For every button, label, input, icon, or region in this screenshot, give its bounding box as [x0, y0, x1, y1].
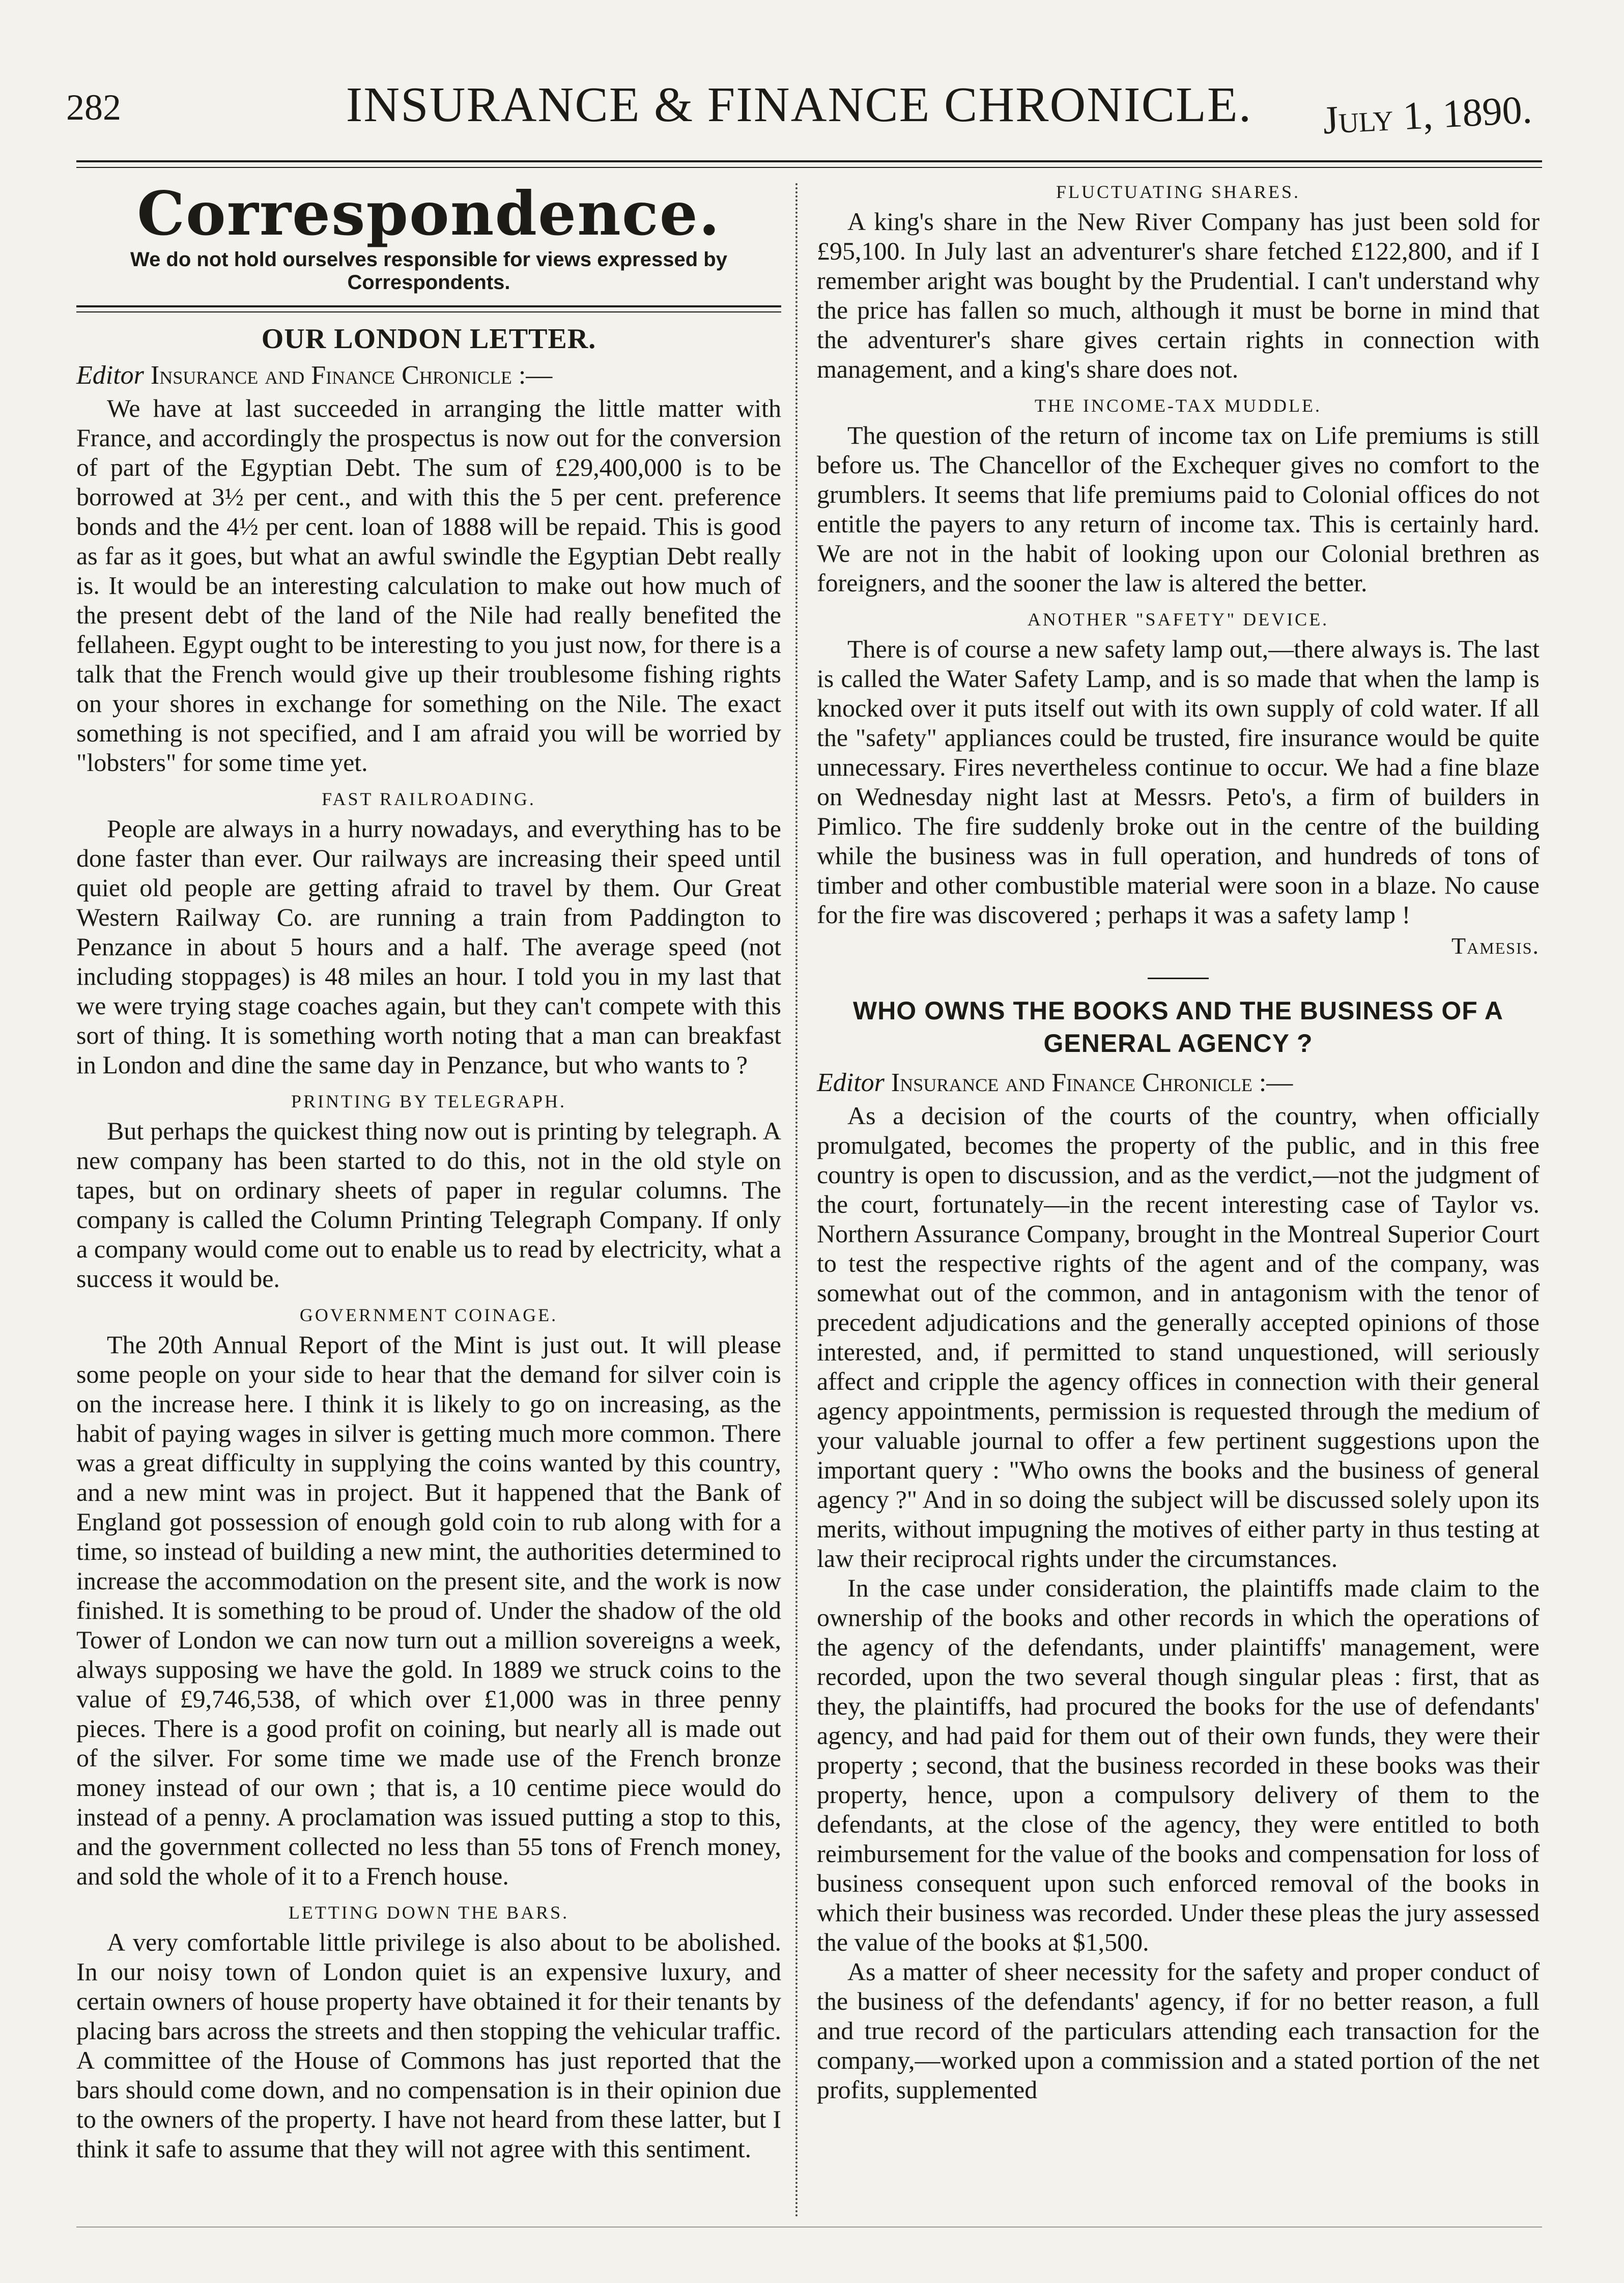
subhead: GOVERNMENT COINAGE. [299, 1305, 558, 1325]
column-divider [795, 183, 797, 2219]
section-heading: Correspondence. [137, 178, 721, 249]
subhead: ANOTHER "SAFETY" DEVICE. [1027, 609, 1329, 630]
paragraph: As a matter of sheer necessity for the safety and proper conduct of the business of the defendants' agency, if for no better reason, a full and true record of the particulars attending each transaction for the company,—worked upon a commission and a stated portion of the net profits, supplemented [817, 1957, 1540, 2104]
paragraph: In the case under consideration, the plaintiffs made claim to the ownership of the books and other records in which the operations of the agency of the defendants, under plaintiffs' management, were recorded, upon the two several though singular pleas : first, that as they, the plaintiffs, had procured the books for the use of defendants' agency, and had paid for them out of their own funds, they were their property ; second, that the business recorded in these books was their property, hence, upon a compulsory delivery of them to the defendants, at the close of the agency, they were entitled to both reimbursement for the value of the books and compensation for loss of business consequent upon such enforced removal of the books in which their business was recorded. Under these pleas the jury assessed the value of the books at $1,500. [817, 1574, 1540, 1956]
page-number: 282 [66, 87, 121, 128]
issue-date: July 1, 1890. [1322, 87, 1533, 142]
editor-name: Insurance and Finance Chronicle :— [891, 1068, 1293, 1097]
paragraph: A very comfortable little privilege is also about to be abolished. In our noisy town of London quiet is an expensive luxury, and certain owners of house property have obtained it for their tenants by placing bars across the streets and then stopping the vehicular traffic. A committee of the House of Commons has just reported that the bars should come down, and no compensation is in their opinion due to the owners of the property. I have not heard from these latter, but I think it safe to assume that they will not agree with this sentiment. [76, 1928, 781, 2163]
bottom-rule [76, 2227, 1542, 2228]
signature: Tamesis. [1451, 933, 1540, 959]
letter-intro: We have at last succeeded in arranging the little matter with France, and accordingly the prospectus is now out for the conversion of part of the Egyptian Debt. The sum of £29,400,000 is to be borrowed at 3½ per cent., and with this the 5 per cent. preference bonds and the 4½ per cent. loan of 1888 will be repaid. This is good as far as it goes, but what an awful swindle the Egyptian Debt really is. It would be an interesting calculation to make out how much of the present debt of the land of the Nile had really benefited the fellaheen. Egypt ought to be interesting to you just now, for there is a talk that the French would give up their troublesome fishing rights on your shores in exchange for something on the Nile. The exact something is not specified, and I am afraid you will be worried by "lobsters" for some time yet. [76, 394, 781, 777]
paragraph: As a decision of the courts of the country, when officially promulgated, becomes the property of the public, and in this free country is open to discussion, and as the verdict,—not the judgment of the court, fortunately—in the recent interesting case of Taylor vs. Northern Assurance Company, brought in the Montreal Superior Court to test the respective rights of the agent and of the company, was somewhat out of the common, and in antagonism with the tenor of precedent adjudications and the generally accepted opinions of those interested, and, if permitted to stand unquestioned, will seriously affect and cripple the agency offices in connection with their general agency appointments, permission is requested through the medium of your valuable journal to offer a few pertinent suggestions upon the important query : "Who owns the books and the business of general agency ?" And in so doing the subject will be discussed solely upon its merits, without impugning the motives of either party in thus testing at law their reciprocal rights under the circumstances. [817, 1101, 1540, 1573]
article-separator [1148, 978, 1209, 979]
editor-prefix: Editor [817, 1068, 885, 1097]
letter-title: OUR LONDON LETTER. [261, 323, 596, 355]
heading-rule [76, 305, 781, 312]
editor-salutation [817, 1068, 1540, 1098]
article-title: WHO OWNS THE BOOKS AND THE BUSINESS OF A GENERAL AGENCY ? [853, 996, 1503, 1058]
paragraph: The 20th Annual Report of the Mint is just out. It will please some people on your side to hear that the demand for silver coin is on the increase here. I think it is likely to go on increasing, as the habit of paying wages in silver is getting much more common. There was a great difficulty in supplying the coins wanted by this country, and a new mint was in project. But it happened that the Bank of England got possession of enough gold coin to rub along with for a time, so instead of building a new mint, the authorities determined to increase the accommodation on the present site, and the work is now finished. It is something to be proud of. Under the shadow of the old Tower of London we can now turn out a million sovereigns a week, always supposing we have the gold. In 1889 we struck coins to the value of £9,746,538, of which over £1,000 was in three penny pieces. There is a good profit on coining, but nearly all is made out of the silver. For some time we made use of the French bronze money instead of our own ; that is, a 10 centime piece would do instead of a penny. A proclamation was issued putting a stop to this, and the government collected no less than 55 tons of French money, and sold the whole of it to a French house. [76, 1330, 781, 1890]
header-rule-thin [76, 167, 1542, 168]
subhead: FLUCTUATING SHARES. [1056, 182, 1301, 202]
right-column [817, 178, 1540, 2104]
left-column [76, 178, 781, 2163]
subhead: FAST RAILROADING. [322, 789, 536, 809]
paragraph: People are always in a hurry nowadays, and everything has to be done faster than ever. Our railways are increasing their speed until quiet old people are getting afraid to travel by them. Our Great Western Railway Co. are running a train from Paddington to Penzance in about 5 hours and a half. The average speed (not including stoppages) is 48 miles an hour. I told you in my last that we were trying stage coaches again, but they can't compete with this sort of thing. It is something worth noting that a man can breakfast in London and dine the same day in Penzance, but who wants to ? [76, 814, 781, 1079]
header-rule [76, 160, 1542, 162]
publication-title: INSURANCE & FINANCE CHRONICLE. [346, 77, 1252, 132]
paragraph: But perhaps the quickest thing now out is printing by telegraph. A new company has been started to do this, not in the old style on tapes, but on ordinary sheets of paper in regular columns. The company is called the Column Printing Telegraph Company. If only a company would come out to enable us to read by electricity, what a success it would be. [76, 1117, 781, 1293]
subhead: PRINTING BY TELEGRAPH. [291, 1091, 566, 1111]
editor-salutation [76, 360, 781, 390]
paragraph: The question of the return of income tax on Life premiums is still before us. The Chancellor of the Exchequer gives no comfort to the grumblers. It seems that life premiums paid to Colonial offices do not entitle the payers to any return of income tax. This is certainly hard. We are not in the habit of looking upon our Colonial brethren as foreigners, and the sooner the law is altered the better. [817, 421, 1540, 597]
editor-name: Insurance and Finance Chronicle :— [150, 361, 553, 390]
page-header [66, 76, 1532, 153]
editor-prefix: Editor [76, 361, 144, 390]
subhead: LETTING DOWN THE BARS. [288, 1902, 569, 1923]
disclaimer: We do not hold ourselves responsible for views expressed by Correspondents. [130, 248, 727, 294]
subhead: THE INCOME-TAX MUDDLE. [1034, 395, 1322, 416]
paragraph: There is of course a new safety lamp out,—there always is. The last is called the Water Safety Lamp, and is so made that when the lamp is knocked over it puts itself out with its own supply of cold water. If all the "safety" appliances could be trusted, fire insurance would be quite unnecessary. Fires nevertheless continue to occur. We had a fine blaze on Wednesday night last at Messrs. Peto's, a firm of builders in Pimlico. The fire suddenly broke out in the centre of the building while the business was in full operation, and hundreds of tons of timber and other combustible material were soon in a blaze. No cause for the fire was discovered ; perhaps it was a safety lamp ! [817, 635, 1540, 929]
paragraph: A king's share in the New River Company has just been sold for £95,100. In July last an adventurer's share fetched £122,800, and if I remember aright was bought by the Prudential. I can't understand why the price has fallen so much, although it must be borne in mind that the adventurer's share gives certain rights in connection with management, and a king's share does not. [817, 207, 1540, 383]
